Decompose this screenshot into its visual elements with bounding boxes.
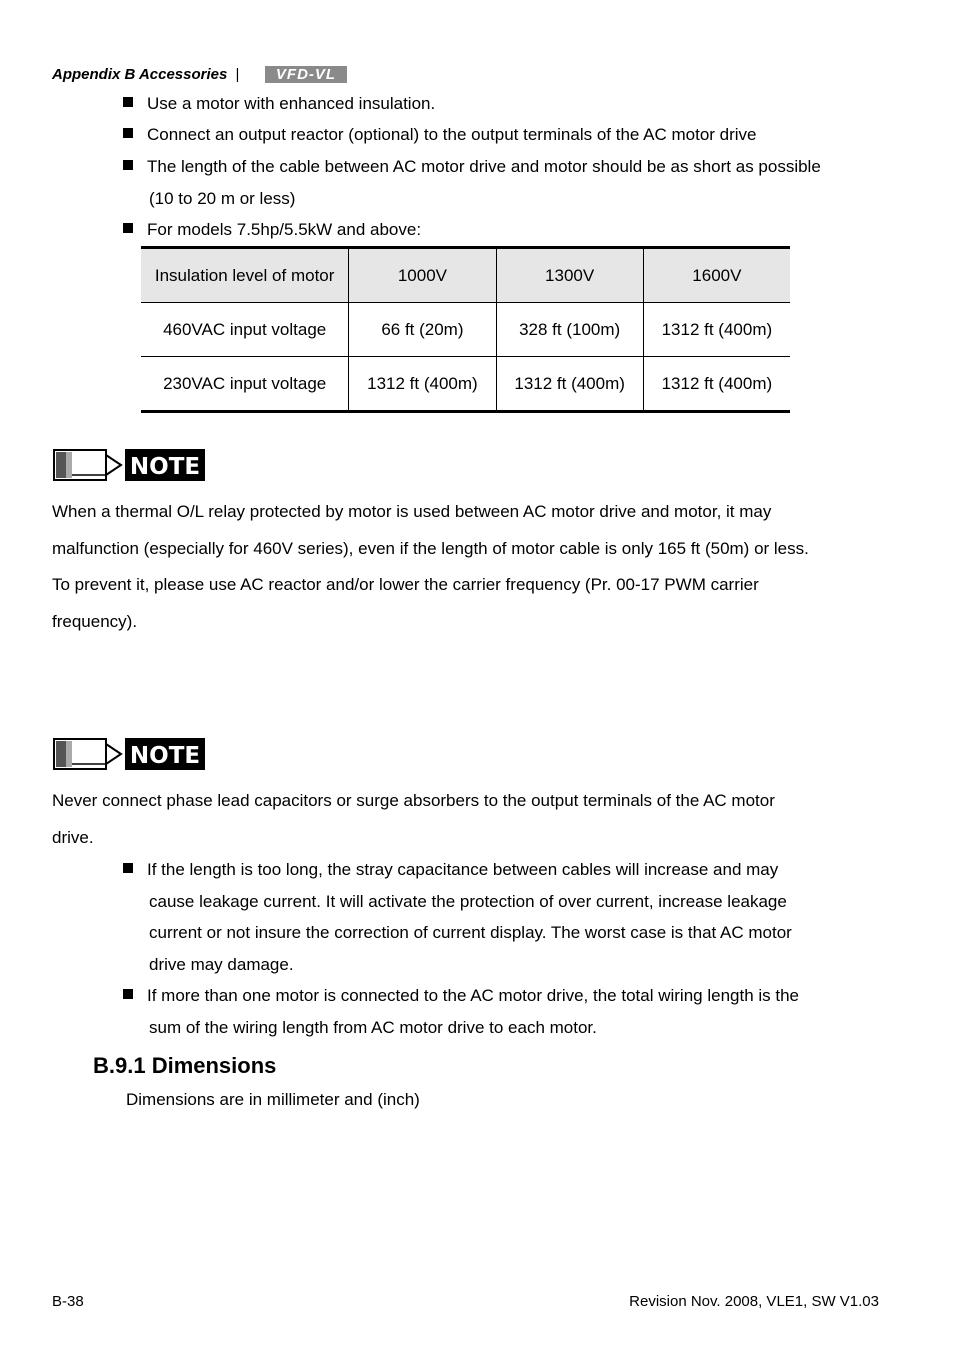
note-label: NOTE [129,454,201,480]
bullet-continuation: sum of the wiring length from AC motor drive to each motor. [149,1018,597,1037]
bullet-continuation: (10 to 20 m or less) [149,189,296,208]
table-header-cell: 1600V [643,248,790,303]
table-row [141,357,790,412]
table-header-cell: 1300V [496,248,643,303]
table-cell: 1312 ft (400m) [496,357,643,412]
table-cell: 1312 ft (400m) [661,373,773,393]
note-text-line: When a thermal O/L relay protected by motor is used between AC motor drive and motor, it may [52,502,772,521]
bullet-item: Use a motor with enhanced insulation. [123,94,435,114]
table-cell: 460VAC input voltage [141,303,349,357]
table-cell: 66 ft (20m) [349,303,496,357]
bullet-continuation: current or not insure the correction of current display. The worst case is that AC motor [149,923,792,942]
note-icon [53,448,205,482]
bullet-item: If more than one motor is connected to the AC motor drive, the total wiring length is the [123,986,799,1006]
section-subtitle: Dimensions are in millimeter and (inch) [126,1090,420,1109]
table-cell: 1312 ft (400m) [349,357,496,412]
note-text-line: frequency). [52,612,138,631]
table-cell: 328 ft (100m) [496,303,643,357]
bullet-item: For models 7.5hp/5.5kW and above: [123,220,421,240]
table-cell: 230VAC input voltage [141,357,349,412]
note-label: NOTE [129,743,201,769]
bullet-item: If the length is too long, the stray capacitance between cables will increase and may [123,860,778,880]
revision-text: Revision Nov. 2008, VLE1, SW V1.03 [629,1293,879,1310]
note-text-line: malfunction (especially for 460V series), even if the length of motor cable is only 165 ft (50m) or less. [52,539,809,558]
header-title: Appendix B Accessories [52,66,228,83]
header-separator: | [235,66,240,83]
bullet-item: The length of the cable between AC motor drive and motor should be as short as possible [123,157,821,177]
page-number: B-38 [52,1293,84,1310]
table-header-cell: Insulation level of motor [141,248,349,303]
vfd-vl-logo: VFD-VL [265,66,347,83]
square-bullet-icon [123,863,133,873]
insulation-table [141,246,790,413]
square-bullet-icon [123,989,133,999]
bullet-continuation: cause leakage current. It will activate the protection of over current, increase leakage [149,892,787,911]
note-text-line: To prevent it, please use AC reactor and/or lower the carrier frequency (Pr. 00-17 PWM carrier [52,575,759,594]
square-bullet-icon [123,97,133,107]
section-title: B.9.1 Dimensions [93,1053,277,1078]
square-bullet-icon [123,160,133,170]
table-header-row [141,248,790,303]
square-bullet-icon [123,223,133,233]
bullet-item: Connect an output reactor (optional) to the output terminals of the AC motor drive [123,125,757,145]
table-row [141,303,790,357]
table-cell: 1312 ft (400m) [643,303,790,357]
table-header-cell: 1000V [349,248,496,303]
note-text-line: drive. [52,828,94,847]
bullet-continuation: drive may damage. [149,955,294,974]
square-bullet-icon [123,128,133,138]
note-icon [53,737,205,771]
page-header [52,66,239,83]
note-text-line: Never connect phase lead capacitors or surge absorbers to the output terminals of the AC motor [52,791,775,810]
